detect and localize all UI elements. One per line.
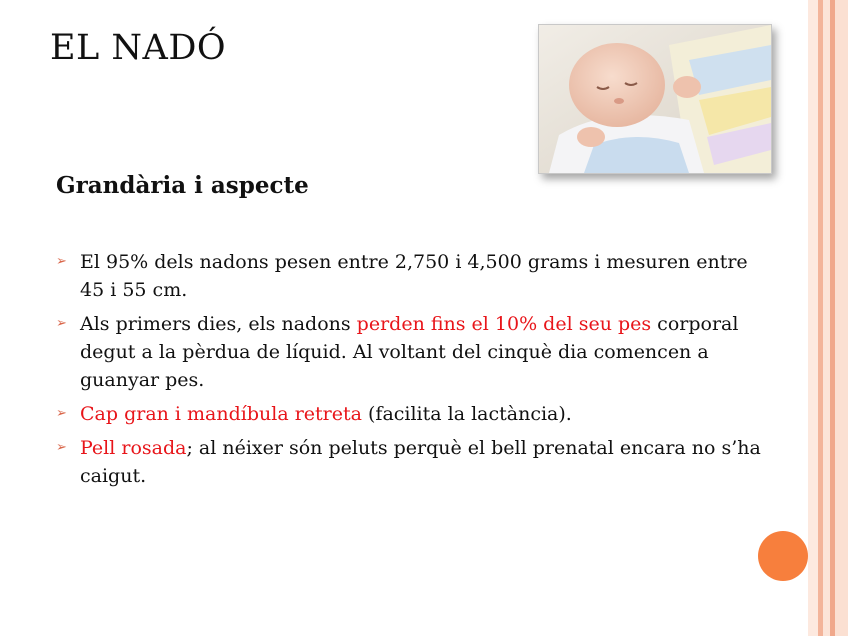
bullet-text: (facilita la lactància). [361,403,572,425]
bullet-list [56,248,776,496]
bullet-text: ; al néixer són peluts perquè el bell prenatal encara no s’ha caigut. [80,437,761,487]
list-item [56,248,776,304]
slide-title: EL NADÓ [50,28,227,68]
arrow-bullet-icon: ➢ [56,254,67,269]
arrow-bullet-icon: ➢ [56,316,67,331]
arrow-bullet-icon: ➢ [56,440,67,455]
arrow-bullet-icon: ➢ [56,406,67,421]
list-item [56,434,776,490]
bullet-text: El 95% dels nadons pesen entre 2,750 i 4,500 grams i mesuren entre 45 i 55 cm. [80,251,748,301]
highlighted-text: perden fins el 10% del seu pes [356,313,652,335]
highlighted-text: Cap gran i mandíbula retreta [80,403,362,425]
decorative-stripes [808,0,848,636]
list-item [56,310,776,394]
sleeping-baby-photo [538,24,772,174]
section-subtitle: Grandària i aspecte [56,172,309,199]
baby-image-icon [539,25,771,173]
list-item [56,400,776,428]
highlighted-text: Pell rosada [80,437,187,459]
bullet-text: corporal degut a la pèrdua de líquid. Al voltant del cinquè dia comencen a guanyar pes. [80,313,739,391]
decorative-circle [758,531,808,581]
bullet-text: Als primers dies, els nadons [80,313,357,335]
